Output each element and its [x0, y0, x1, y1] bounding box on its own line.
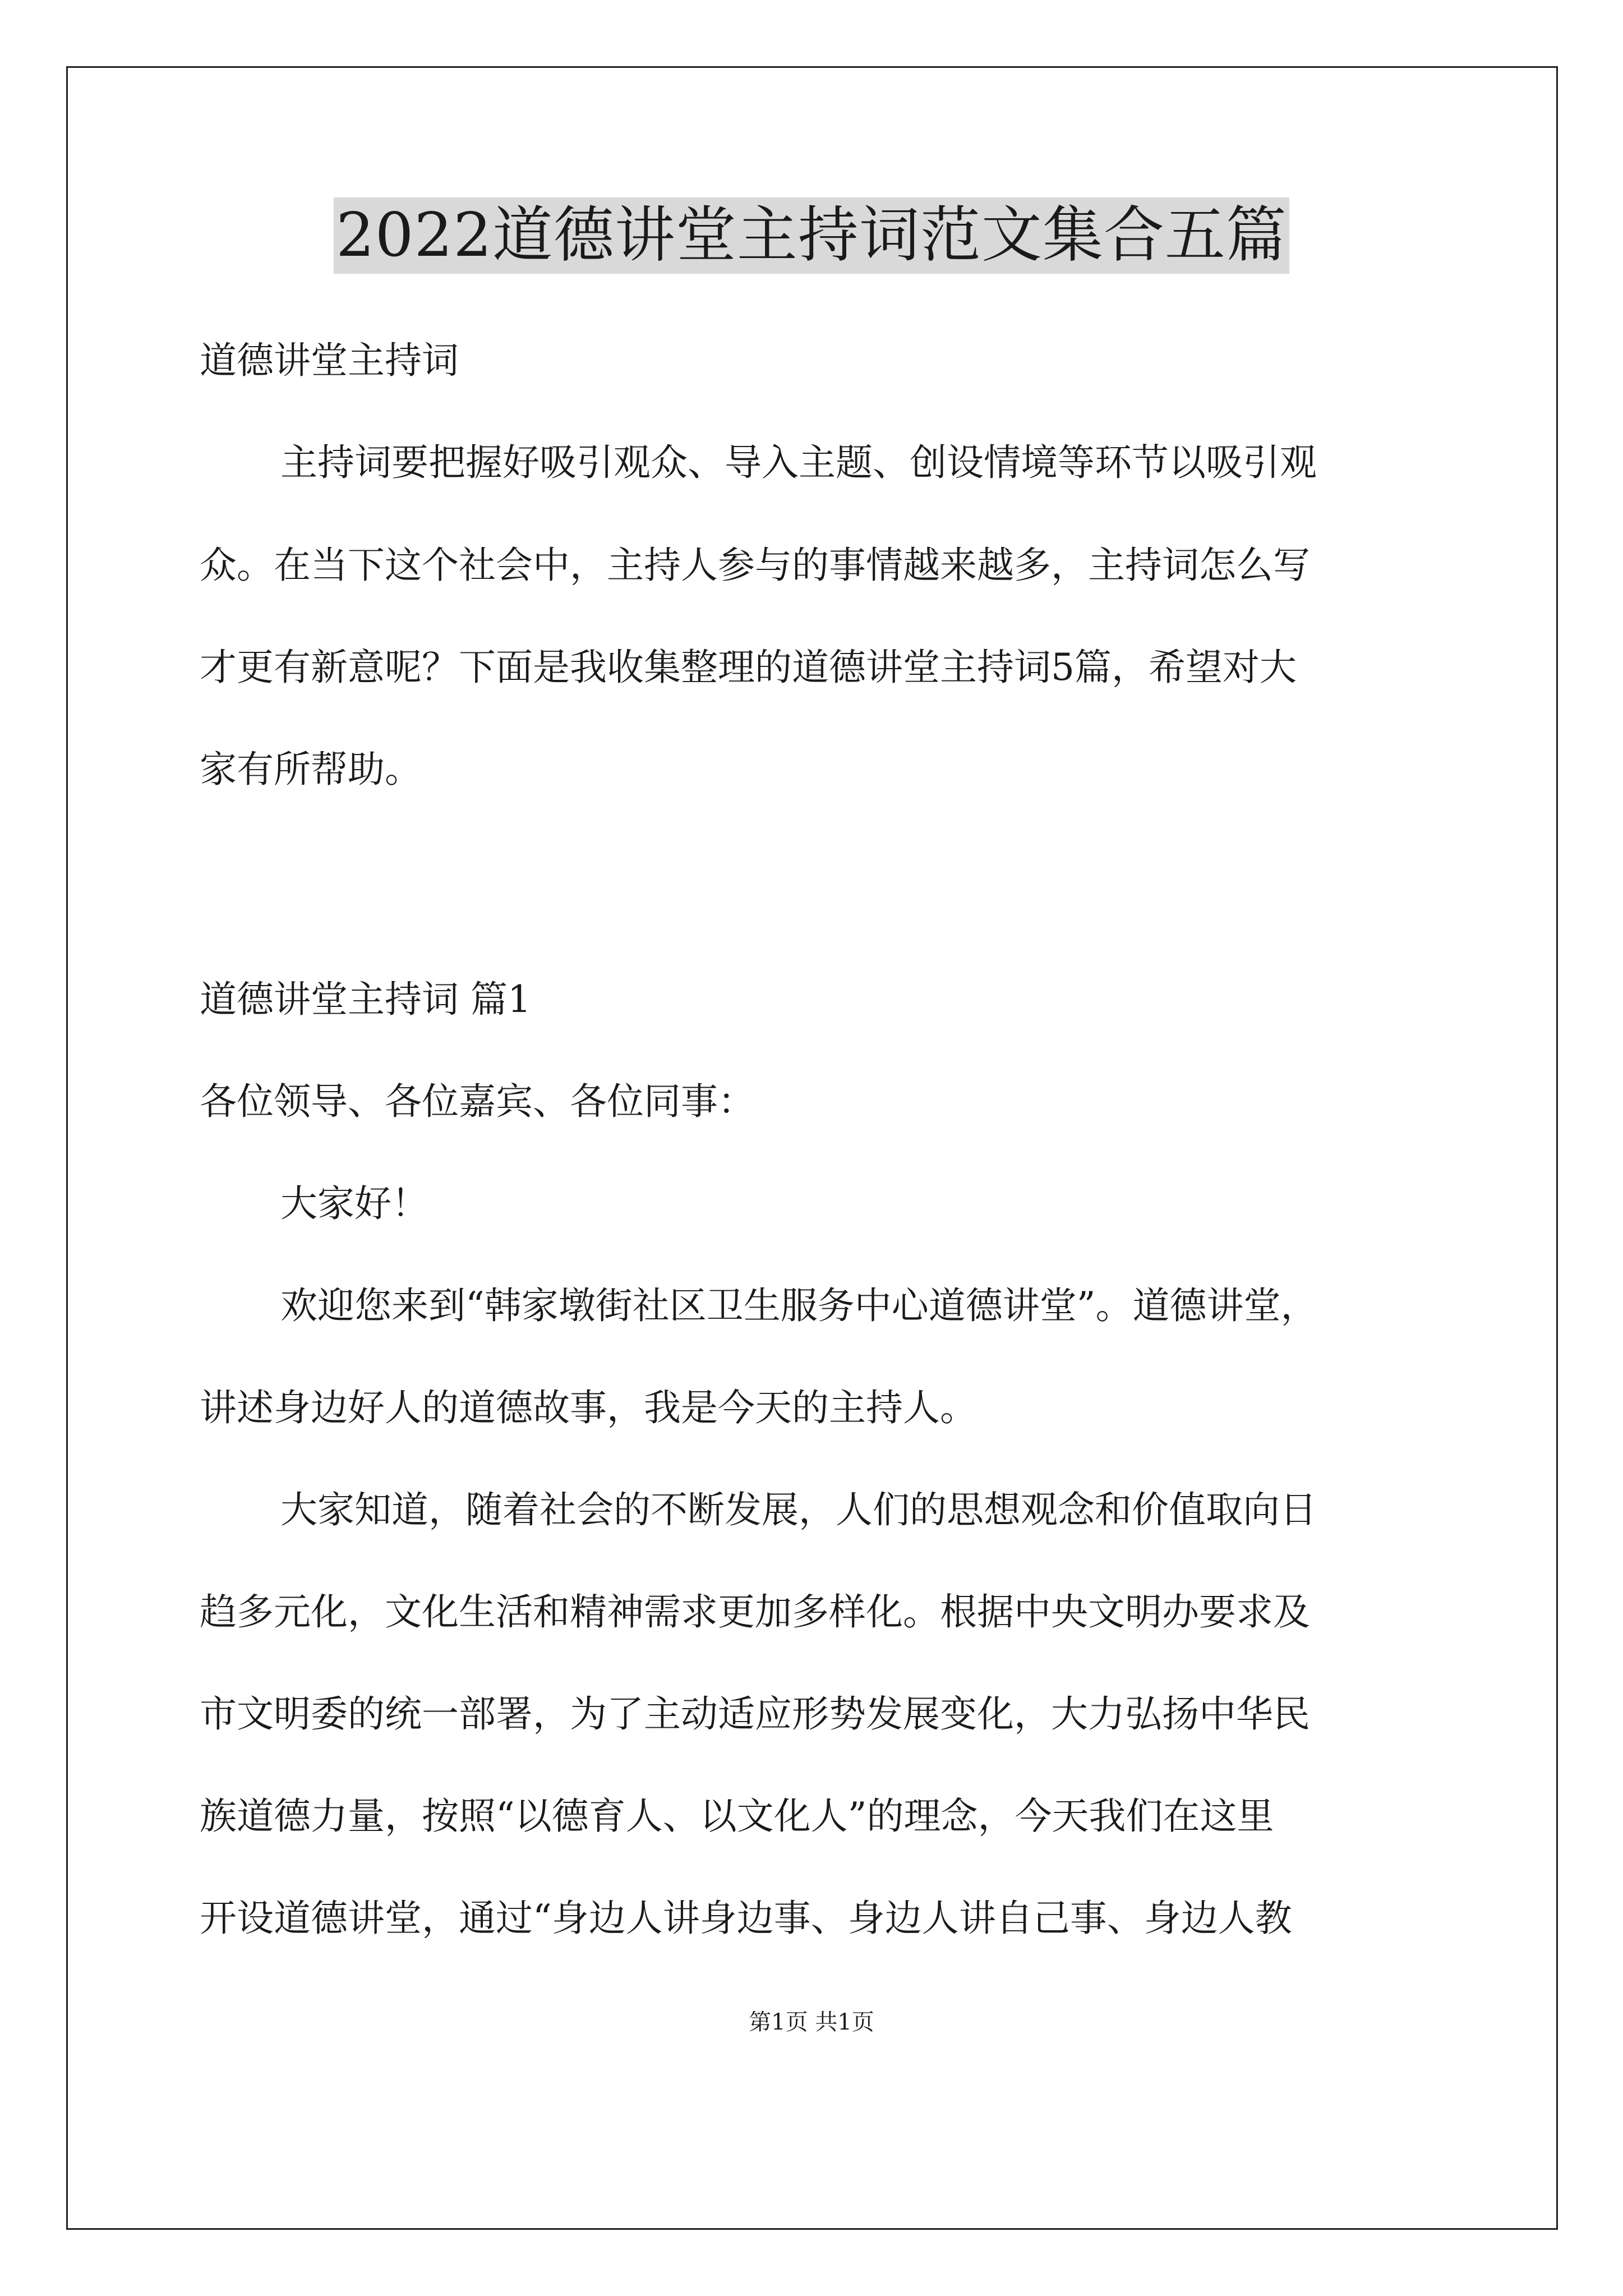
title-block: [0, 197, 1623, 274]
paragraph-line: 大家知道，随着社会的不断发展，人们的思想观念和价值取向日: [280, 1488, 1317, 1531]
paragraph-line: 趋多元化，文化生活和精神需求更加多样化。根据中央文明办要求及: [200, 1590, 1310, 1634]
paragraph-line: 开设道德讲堂，通过“身边人讲身边事、身边人讲自己事、身边人教: [200, 1897, 1292, 1940]
paragraph-line: 讲述身边好人的道德故事，我是今天的主持人。: [200, 1386, 977, 1429]
paragraph-line: 市文明委的统一部署，为了主动适应形势发展变化，大力弘扬中华民: [200, 1692, 1310, 1736]
paragraph-line: 族道德力量，按照“以德育人、以文化人”的理念，今天我们在这里: [200, 1795, 1274, 1838]
paragraph-line: 欢迎您来到“韩家墩街社区卫生服务中心道德讲堂”。道德讲堂，: [280, 1284, 1318, 1327]
greeting: 大家好！: [280, 1182, 428, 1225]
document-title: 2022道德讲堂主持词范文集合五篇: [334, 197, 1289, 274]
paragraph-line: 才更有新意呢？下面是我收集整理的道德讲堂主持词5篇，希望对大: [200, 646, 1297, 689]
paragraph-line: 主持词要把握好吸引观众、导入主题、创设情境等环节以吸引观: [280, 441, 1317, 484]
page-footer: 第1页 共1页: [749, 2009, 874, 2035]
paragraph-line: 家有所帮助。: [200, 748, 422, 791]
paragraph-line: 众。在当下这个社会中，主持人参与的事情越来越多，主持词怎么写: [200, 544, 1310, 587]
section-heading: 道德讲堂主持词: [200, 339, 459, 382]
salutation: 各位领导、各位嘉宾、各位同事：: [200, 1080, 755, 1123]
section-heading: 道德讲堂主持词 篇1: [200, 978, 531, 1021]
